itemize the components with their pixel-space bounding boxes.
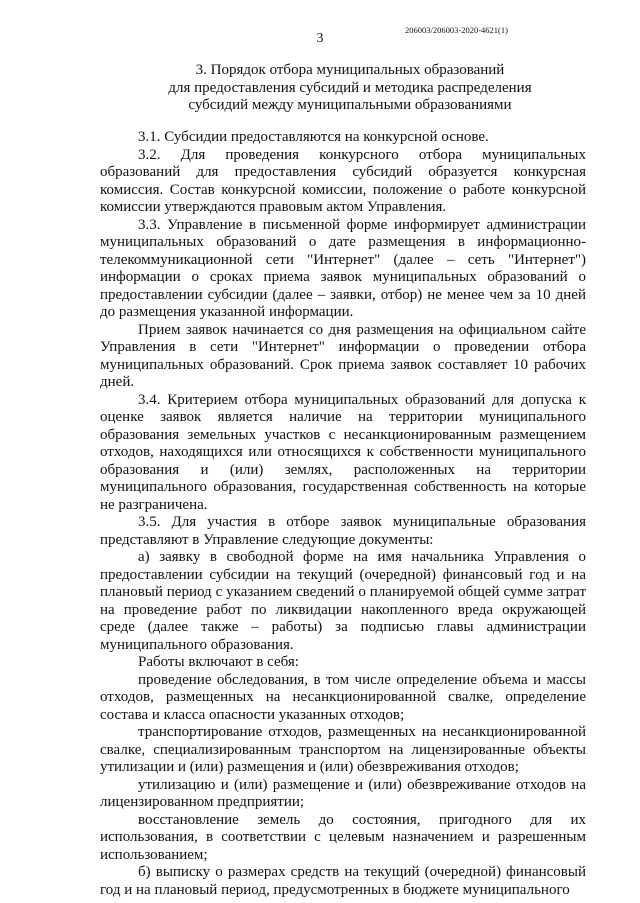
paragraph: Работы включают в себя: bbox=[138, 654, 299, 670]
heading-line: для предоставления субсидий и методика распределения bbox=[168, 79, 532, 96]
paragraph: 3.3. Управление в письменной форме информирует администрации муниципальных образований о дате размещения в информационно-телекоммуникационной сети "Интернет" (далее – сеть "Интернет") информации о сроках приема заявок муниципальных образований о предоставлении субсидии (далее – заявки, отбор) не менее чем за 10 дней до размещения указанной информации. bbox=[100, 216, 586, 320]
paragraph: 3.5. Для участия в отборе заявок муниципальные образования представляют в Управление следующие документы: bbox=[100, 514, 586, 548]
document-body bbox=[100, 127, 586, 899]
page-number: 3 bbox=[316, 31, 324, 46]
paragraph: а) заявку в свободной форме на имя начальника Управления о предоставлении субсидии на текущий (очередной) финансовый год и на плановый период с указанием сведений о планируемой общей сумме затрат на проведение работ по ликвидации накопленного вреда окружающей среде (далее также – работы) за подписью главы администрации муниципального образования. bbox=[100, 549, 586, 653]
section-heading bbox=[100, 62, 600, 115]
paragraph: транспортирование отходов, размещенных на несанкционированной свалке, специализированным транспортом на лицензированные объекты утилизации и (или) размещения и (или) обезвреживания отходов; bbox=[100, 724, 586, 775]
paragraph: 3.4. Критерием отбора муниципальных образований для допуска к оценке заявок является наличие на территории муниципального образования земельных участков с несанкционированным размещением отходов, находящихся или относящихся к собственности муниципального образования и (или) землях, расположенных на территории муниципального образования, государственная собственность на которые не разграничена. bbox=[100, 391, 586, 513]
document-id: 206003/206003-2020-4621(1) bbox=[405, 25, 508, 35]
paragraph: б) выписку о размерах средств на текущий (очередной) финансовый год и на плановый период, предусмотренных в бюджете муниципального bbox=[100, 864, 586, 898]
heading-line: 3. Порядок отбора муниципальных образований bbox=[195, 62, 505, 78]
heading-line: субсидий между муниципальными образованиями bbox=[188, 97, 512, 113]
paragraph: Прием заявок начинается со дня размещения на официальном сайте Управления в сети "Интернет" информации о проведении отбора муниципальных образований. Срок приема заявок составляет 10 рабочих дней. bbox=[100, 321, 586, 390]
paragraph: 3.2. Для проведения конкурсного отбора муниципальных образований для предоставления субсидий образуется конкурсная комиссия. Состав конкурсной комиссии, положение о работе конкурсной комиссии утверждаются правовым актом Управления. bbox=[100, 146, 586, 215]
paragraph: проведение обследования, в том числе определение объема и массы отходов, размещенных на несанкционированной свалке, определение состава и класса опасности указанных отходов; bbox=[100, 671, 586, 723]
paragraph: восстановление земель до состояния, пригодного для их использования, в соответствии с целевым назначением и разрешенным использованием; bbox=[100, 811, 586, 863]
paragraph: утилизацию и (или) размещение и (или) обезвреживание отходов на лицензированном предприятии; bbox=[100, 776, 586, 810]
paragraph: 3.1. Субсидии предоставляются на конкурсной основе. bbox=[138, 129, 489, 145]
